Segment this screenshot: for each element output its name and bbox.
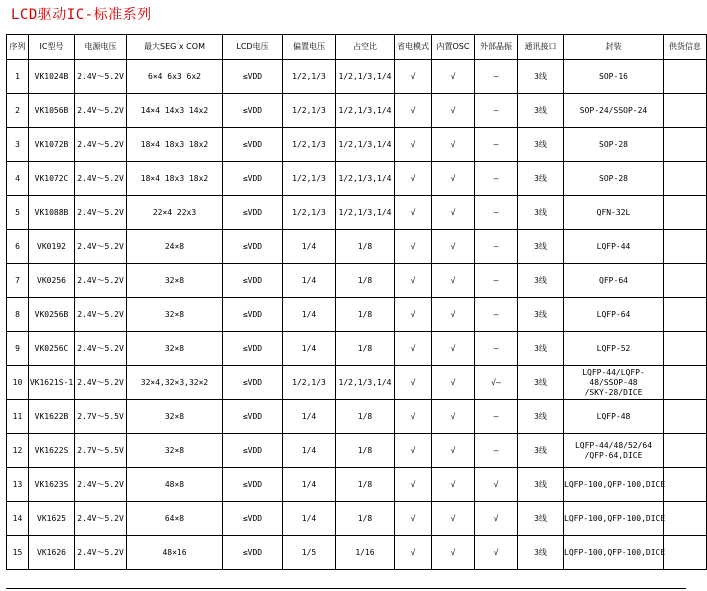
cell-row-index: 5 (7, 196, 29, 230)
cell-power-save-mode: √ (395, 128, 432, 162)
cell-supply-info (664, 536, 707, 570)
cell-row-index: 4 (7, 162, 29, 196)
cell-package: LQFP-64 (564, 298, 664, 332)
table-row (7, 502, 707, 536)
cell-supply-info (664, 366, 707, 400)
cell-bias-voltage: 1/2,1/3 (283, 162, 336, 196)
cell-external-crystal: √— (475, 366, 518, 400)
column-header: 占空比 (336, 35, 395, 60)
table-row (7, 536, 707, 570)
cell-lcd-voltage: ≤VDD (223, 196, 283, 230)
cell-interface: 3线 (518, 196, 564, 230)
cell-external-crystal: √ (475, 502, 518, 536)
cell-ic-model: VK0256 (29, 264, 75, 298)
cell-package: LQFP-44/48/52/64 /QFP-64,DICE (564, 434, 664, 468)
cell-lcd-voltage: ≤VDD (223, 536, 283, 570)
cell-power-save-mode: √ (395, 332, 432, 366)
cell-supply-voltage: 2.7V～5.5V (75, 400, 127, 434)
cell-external-crystal: — (475, 264, 518, 298)
cell-external-crystal: — (475, 332, 518, 366)
cell-package: LQFP-100,QFP-100,DICE (564, 468, 664, 502)
cell-duty-cycle: 1/2,1/3,1/4 (336, 128, 395, 162)
cell-internal-osc: √ (432, 128, 475, 162)
cell-package: LQFP-44/LQFP-48/SSOP-48 /SKY-28/DICE (564, 366, 664, 400)
cell-supply-info (664, 230, 707, 264)
cell-supply-info (664, 298, 707, 332)
cell-ic-model: VK1072B (29, 128, 75, 162)
cell-internal-osc: √ (432, 502, 475, 536)
cell-package: SOP-28 (564, 162, 664, 196)
cell-max-seg-com: 14×4 14x3 14x2 (127, 94, 223, 128)
cell-package: LQFP-100,QFP-100,DICE (564, 502, 664, 536)
cell-row-index: 1 (7, 60, 29, 94)
cell-supply-voltage: 2.4V～5.2V (75, 366, 127, 400)
cell-bias-voltage: 1/4 (283, 434, 336, 468)
cell-power-save-mode: √ (395, 162, 432, 196)
cell-external-crystal: — (475, 94, 518, 128)
cell-interface: 3线 (518, 94, 564, 128)
cell-duty-cycle: 1/8 (336, 502, 395, 536)
table-row (7, 400, 707, 434)
cell-row-index: 12 (7, 434, 29, 468)
cell-duty-cycle: 1/8 (336, 400, 395, 434)
cell-max-seg-com: 48×8 (127, 468, 223, 502)
cell-internal-osc: √ (432, 468, 475, 502)
cell-internal-osc: √ (432, 434, 475, 468)
cell-interface: 3线 (518, 502, 564, 536)
cell-duty-cycle: 1/8 (336, 434, 395, 468)
spec-table (6, 34, 707, 570)
cell-ic-model: VK1625 (29, 502, 75, 536)
cell-supply-info (664, 502, 707, 536)
cell-supply-voltage: 2.4V～5.2V (75, 332, 127, 366)
cell-supply-voltage: 2.4V～5.2V (75, 536, 127, 570)
cell-supply-voltage: 2.4V～5.2V (75, 60, 127, 94)
cell-supply-info (664, 128, 707, 162)
cell-lcd-voltage: ≤VDD (223, 94, 283, 128)
cell-power-save-mode: √ (395, 60, 432, 94)
cell-lcd-voltage: ≤VDD (223, 468, 283, 502)
cell-max-seg-com: 32×8 (127, 298, 223, 332)
cell-interface: 3线 (518, 468, 564, 502)
cell-interface: 3线 (518, 434, 564, 468)
cell-power-save-mode: √ (395, 264, 432, 298)
cell-ic-model: VK1623S (29, 468, 75, 502)
cell-max-seg-com: 64×8 (127, 502, 223, 536)
table-row (7, 332, 707, 366)
cell-package: QFN-32L (564, 196, 664, 230)
column-header: 通讯接口 (518, 35, 564, 60)
cell-bias-voltage: 1/4 (283, 502, 336, 536)
cell-supply-info (664, 94, 707, 128)
cell-row-index: 8 (7, 298, 29, 332)
cell-internal-osc: √ (432, 230, 475, 264)
cell-bias-voltage: 1/2,1/3 (283, 94, 336, 128)
cell-row-index: 15 (7, 536, 29, 570)
cell-package: SOP-28 (564, 128, 664, 162)
cell-bias-voltage: 1/5 (283, 536, 336, 570)
page-title: LCD驱动IC-标准系列 (11, 7, 152, 23)
cell-power-save-mode: √ (395, 536, 432, 570)
cell-supply-info (664, 196, 707, 230)
cell-interface: 3线 (518, 298, 564, 332)
cell-external-crystal: — (475, 128, 518, 162)
cell-lcd-voltage: ≤VDD (223, 264, 283, 298)
cell-ic-model: VK1072C (29, 162, 75, 196)
cell-max-seg-com: 18×4 18x3 18x2 (127, 162, 223, 196)
cell-lcd-voltage: ≤VDD (223, 230, 283, 264)
cell-duty-cycle: 1/2,1/3,1/4 (336, 162, 395, 196)
cell-interface: 3线 (518, 264, 564, 298)
cell-external-crystal: √ (475, 536, 518, 570)
cell-supply-voltage: 2.7V～5.5V (75, 434, 127, 468)
table-row (7, 60, 707, 94)
cell-internal-osc: √ (432, 94, 475, 128)
cell-lcd-voltage: ≤VDD (223, 128, 283, 162)
cell-max-seg-com: 22×4 22x3 (127, 196, 223, 230)
cell-power-save-mode: √ (395, 400, 432, 434)
cell-interface: 3线 (518, 366, 564, 400)
cell-internal-osc: √ (432, 162, 475, 196)
cell-bias-voltage: 1/2,1/3 (283, 196, 336, 230)
cell-ic-model: VK0192 (29, 230, 75, 264)
table-row (7, 298, 707, 332)
cell-internal-osc: √ (432, 196, 475, 230)
cell-ic-model: VK1024B (29, 60, 75, 94)
cell-supply-info (664, 400, 707, 434)
cell-bias-voltage: 1/2,1/3 (283, 366, 336, 400)
cell-power-save-mode: √ (395, 434, 432, 468)
cell-row-index: 6 (7, 230, 29, 264)
cell-duty-cycle: 1/16 (336, 536, 395, 570)
cell-external-crystal: — (475, 298, 518, 332)
cell-interface: 3线 (518, 332, 564, 366)
column-header: 省电模式 (395, 35, 432, 60)
cell-ic-model: VK0256C (29, 332, 75, 366)
cell-supply-info (664, 332, 707, 366)
cell-interface: 3线 (518, 60, 564, 94)
table-row (7, 468, 707, 502)
cell-bias-voltage: 1/2,1/3 (283, 128, 336, 162)
cell-supply-info (664, 60, 707, 94)
cell-duty-cycle: 1/8 (336, 468, 395, 502)
table-row (7, 366, 707, 400)
cell-interface: 3线 (518, 230, 564, 264)
cell-interface: 3线 (518, 128, 564, 162)
cell-power-save-mode: √ (395, 196, 432, 230)
cell-external-crystal: — (475, 162, 518, 196)
cell-bias-voltage: 1/4 (283, 332, 336, 366)
column-header: 封装 (564, 35, 664, 60)
cell-internal-osc: √ (432, 536, 475, 570)
cell-interface: 3线 (518, 400, 564, 434)
cell-internal-osc: √ (432, 366, 475, 400)
cell-ic-model: VK1622B (29, 400, 75, 434)
cell-internal-osc: √ (432, 400, 475, 434)
cell-row-index: 11 (7, 400, 29, 434)
table-row (7, 196, 707, 230)
cell-power-save-mode: √ (395, 298, 432, 332)
cell-bias-voltage: 1/4 (283, 400, 336, 434)
cell-supply-voltage: 2.4V～5.2V (75, 196, 127, 230)
cell-supply-info (664, 468, 707, 502)
cell-external-crystal: — (475, 230, 518, 264)
cell-power-save-mode: √ (395, 502, 432, 536)
cell-ic-model: VK1622S (29, 434, 75, 468)
cell-internal-osc: √ (432, 264, 475, 298)
cell-bias-voltage: 1/2,1/3 (283, 60, 336, 94)
cell-max-seg-com: 6×4 6x3 6x2 (127, 60, 223, 94)
table-header-row (7, 35, 707, 60)
table-row (7, 264, 707, 298)
cell-package: LQFP-48 (564, 400, 664, 434)
cell-package: QFP-64 (564, 264, 664, 298)
cell-lcd-voltage: ≤VDD (223, 434, 283, 468)
cell-power-save-mode: √ (395, 366, 432, 400)
cell-interface: 3线 (518, 162, 564, 196)
column-header: 偏置电压 (283, 35, 336, 60)
cell-external-crystal: — (475, 196, 518, 230)
cell-bias-voltage: 1/4 (283, 298, 336, 332)
column-header: 序列 (7, 35, 29, 60)
cell-package: LQFP-100,QFP-100,DICE (564, 536, 664, 570)
cell-duty-cycle: 1/8 (336, 230, 395, 264)
cell-lcd-voltage: ≤VDD (223, 298, 283, 332)
table-row (7, 162, 707, 196)
cell-ic-model: VK1056B (29, 94, 75, 128)
cell-lcd-voltage: ≤VDD (223, 60, 283, 94)
cell-duty-cycle: 1/2,1/3,1/4 (336, 196, 395, 230)
cell-row-index: 14 (7, 502, 29, 536)
cell-interface: 3线 (518, 536, 564, 570)
cell-max-seg-com: 18×4 18x3 18x2 (127, 128, 223, 162)
cell-supply-info (664, 434, 707, 468)
cell-supply-voltage: 2.4V～5.2V (75, 468, 127, 502)
cell-duty-cycle: 1/8 (336, 298, 395, 332)
column-header: 最大SEG x COM (127, 35, 223, 60)
cell-package: SOP-24/SSOP-24 (564, 94, 664, 128)
cell-external-crystal: — (475, 400, 518, 434)
cell-duty-cycle: 1/2,1/3,1/4 (336, 366, 395, 400)
cell-lcd-voltage: ≤VDD (223, 162, 283, 196)
cell-supply-info (664, 264, 707, 298)
cell-bias-voltage: 1/4 (283, 264, 336, 298)
cell-max-seg-com: 32×8 (127, 264, 223, 298)
column-header: 供货信息 (664, 35, 707, 60)
cell-max-seg-com: 48×16 (127, 536, 223, 570)
cell-bias-voltage: 1/4 (283, 230, 336, 264)
cell-max-seg-com: 32×8 (127, 400, 223, 434)
column-header: IC型号 (29, 35, 75, 60)
cell-max-seg-com: 24×8 (127, 230, 223, 264)
cell-lcd-voltage: ≤VDD (223, 400, 283, 434)
cell-internal-osc: √ (432, 332, 475, 366)
cell-package: LQFP-44 (564, 230, 664, 264)
cell-row-index: 10 (7, 366, 29, 400)
cell-lcd-voltage: ≤VDD (223, 366, 283, 400)
cell-row-index: 7 (7, 264, 29, 298)
cell-external-crystal: — (475, 434, 518, 468)
table-bottom-border (6, 588, 686, 589)
table-row (7, 230, 707, 264)
cell-ic-model: VK0256B (29, 298, 75, 332)
cell-duty-cycle: 1/8 (336, 332, 395, 366)
cell-lcd-voltage: ≤VDD (223, 502, 283, 536)
table-body (7, 60, 707, 570)
column-header: 内置OSC (432, 35, 475, 60)
cell-supply-voltage: 2.4V～5.2V (75, 264, 127, 298)
cell-supply-voltage: 2.4V～5.2V (75, 128, 127, 162)
cell-row-index: 2 (7, 94, 29, 128)
cell-row-index: 3 (7, 128, 29, 162)
column-header: 外部晶振 (475, 35, 518, 60)
cell-supply-voltage: 2.4V～5.2V (75, 94, 127, 128)
cell-ic-model: VK1621S-1 (29, 366, 75, 400)
cell-external-crystal: √ (475, 468, 518, 502)
cell-supply-voltage: 2.4V～5.2V (75, 502, 127, 536)
cell-supply-info (664, 162, 707, 196)
cell-ic-model: VK1626 (29, 536, 75, 570)
cell-lcd-voltage: ≤VDD (223, 332, 283, 366)
cell-external-crystal: — (475, 60, 518, 94)
cell-power-save-mode: √ (395, 468, 432, 502)
cell-package: LQFP-52 (564, 332, 664, 366)
cell-package: SOP-16 (564, 60, 664, 94)
cell-supply-voltage: 2.4V～5.2V (75, 162, 127, 196)
column-header: 电源电压 (75, 35, 127, 60)
cell-row-index: 13 (7, 468, 29, 502)
table-row (7, 434, 707, 468)
cell-supply-voltage: 2.4V～5.2V (75, 298, 127, 332)
cell-row-index: 9 (7, 332, 29, 366)
cell-max-seg-com: 32×8 (127, 434, 223, 468)
cell-duty-cycle: 1/2,1/3,1/4 (336, 94, 395, 128)
cell-ic-model: VK1088B (29, 196, 75, 230)
cell-duty-cycle: 1/8 (336, 264, 395, 298)
cell-max-seg-com: 32×8 (127, 332, 223, 366)
cell-bias-voltage: 1/4 (283, 468, 336, 502)
table-row (7, 94, 707, 128)
cell-duty-cycle: 1/2,1/3,1/4 (336, 60, 395, 94)
cell-internal-osc: √ (432, 298, 475, 332)
cell-supply-voltage: 2.4V～5.2V (75, 230, 127, 264)
cell-internal-osc: √ (432, 60, 475, 94)
table-row (7, 128, 707, 162)
column-header: LCD电压 (223, 35, 283, 60)
cell-power-save-mode: √ (395, 94, 432, 128)
cell-max-seg-com: 32×4,32×3,32×2 (127, 366, 223, 400)
cell-power-save-mode: √ (395, 230, 432, 264)
